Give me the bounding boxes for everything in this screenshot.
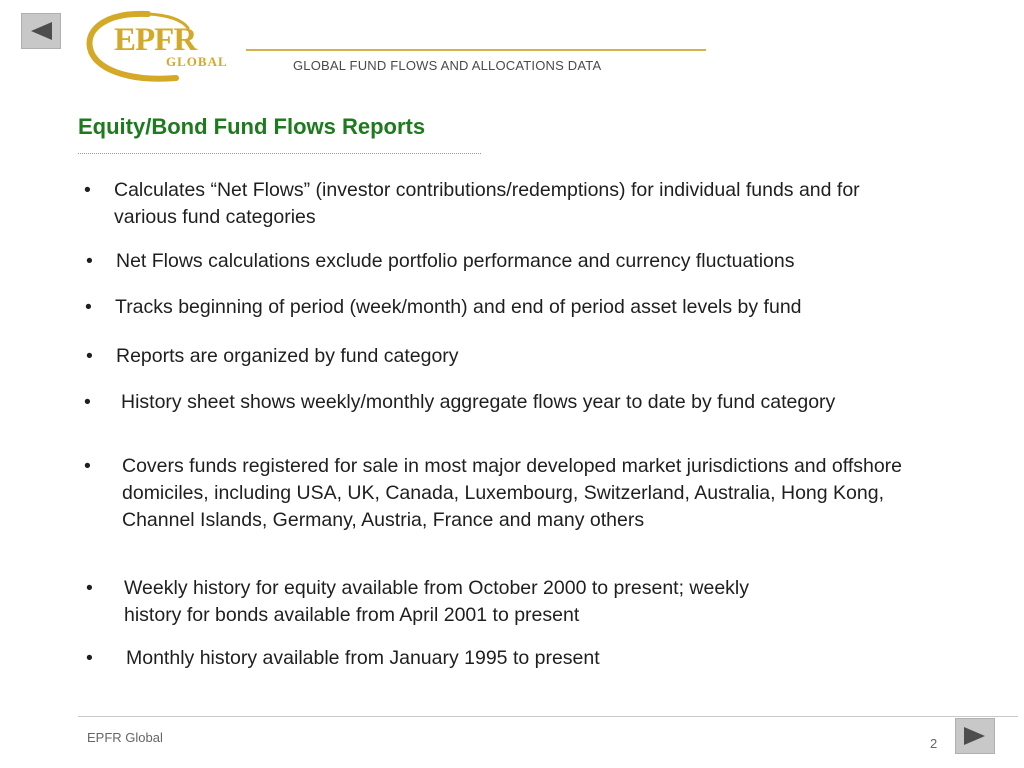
header-tagline: GLOBAL FUND FLOWS AND ALLOCATIONS DATA	[293, 58, 602, 73]
header-rule	[246, 49, 706, 51]
svg-text:EPFR: EPFR	[114, 22, 197, 58]
bullet-dot: •	[84, 179, 91, 201]
bullet-item: • Reports are organized by fund category	[86, 343, 916, 370]
svg-text:GLOBAL: GLOBAL	[166, 54, 228, 69]
footer-rule	[78, 716, 1018, 717]
bullet-dot: •	[86, 577, 93, 599]
footer-company: EPFR Global	[87, 730, 163, 745]
title-underline	[78, 153, 481, 154]
previous-slide-button[interactable]	[21, 13, 61, 49]
bullet-dot: •	[86, 647, 93, 669]
bullet-item: • Covers funds registered for sale in most major developed market jurisdictions and offshore domiciles, including USA, UK, Canada, Luxembourg, Switzerland, Australia, Hong Kong, Channel Islands, Germany, Austria, France and many others	[84, 453, 930, 534]
bullet-item: • Weekly history for equity available from October 2000 to present; weekly history for bonds available from April 2001 to present	[86, 575, 784, 629]
triangle-left-icon	[28, 20, 54, 42]
bullet-dot: •	[86, 345, 93, 367]
bullet-item: • History sheet shows weekly/monthly aggregate flows year to date by fund category	[84, 389, 881, 416]
bullet-dot: •	[86, 250, 93, 272]
bullet-item: • Calculates “Net Flows” (investor contributions/redemptions) for individual funds and for various fund categories	[84, 177, 914, 231]
page-number: 2	[930, 736, 938, 751]
bullet-item: • Net Flows calculations exclude portfolio performance and currency fluctuations	[86, 248, 916, 275]
epfr-global-logo	[78, 6, 278, 86]
bullet-item: • Tracks beginning of period (week/month) and end of period asset levels by fund	[85, 294, 915, 321]
slide-title: Equity/Bond Fund Flows Reports	[78, 114, 426, 139]
bullet-dot: •	[84, 391, 91, 413]
bullet-item: • Monthly history available from January 1995 to present	[86, 645, 926, 672]
bullet-dot: •	[84, 455, 91, 477]
triangle-right-icon	[962, 725, 988, 747]
next-slide-button[interactable]	[955, 718, 995, 754]
bullet-dot: •	[85, 296, 92, 318]
